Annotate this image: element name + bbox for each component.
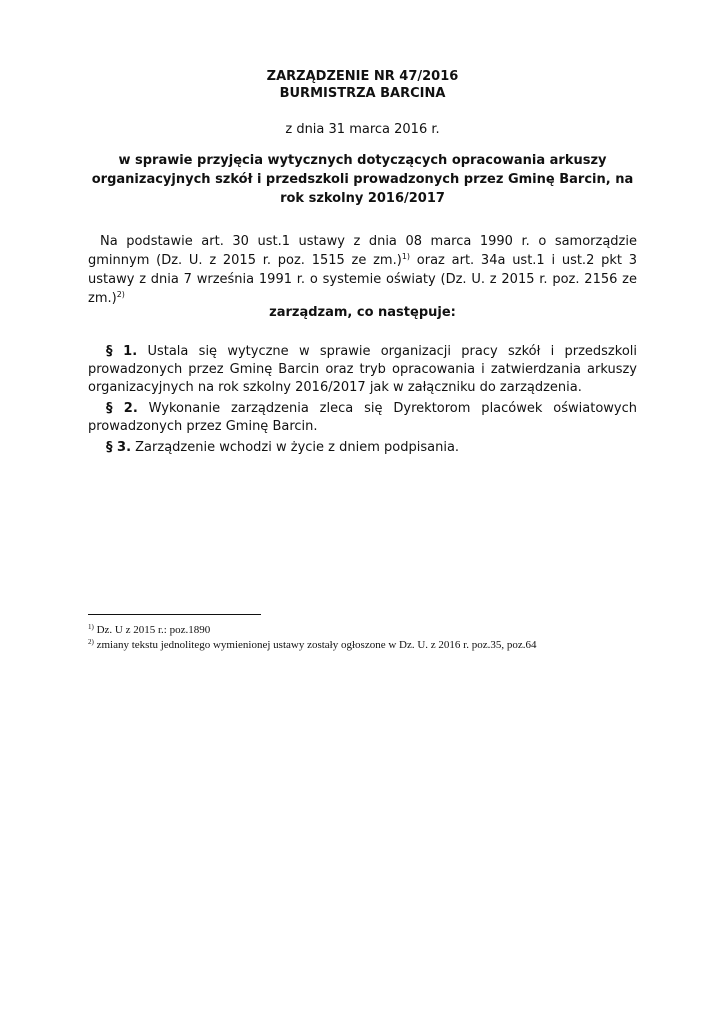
document-title: [0, 68, 725, 102]
footnote-separator: [88, 614, 261, 615]
paragraph-text: Zarządzenie wchodzi w życie z dniem podpisania.: [131, 440, 460, 455]
decree-statement: zarządzam, co następuje:: [269, 305, 456, 320]
footnote-ref-1: 1): [401, 252, 411, 261]
title-line-1: ZARZĄDZENIE NR 47/2016: [266, 69, 459, 84]
paragraph-text: Ustala się wytyczne w sprawie organizacji pracy szkół i przedszkoli prowadzonych przez Gminę Barcin oraz tryb opracowania i zatwierdzania arkuszy organizacyjnych na rok szkolny 2016/2017 jak w załączniku do zarządzenia.: [88, 344, 637, 395]
footnote-text: Dz. U z 2015 r.: poz.1890: [93, 624, 211, 636]
paragraph-1: [88, 343, 637, 397]
paragraph-2: [88, 400, 637, 436]
document-subject: w sprawie przyjęcia wytycznych dotyczących opracowania arkuszy organizacyjnych szkół i przedszkoli prowadzonych przez Gminę Barcin, na rok szkolny 2016/2017: [91, 153, 634, 206]
footnote-mark: 1): [88, 623, 94, 631]
legal-basis-part-2: oraz art. 34a ust.1 i ust.2 pkt 3 ustawy z dnia 7 września 1991 r. o systemie oświaty (Dz. U. z 2015 r. poz. 2156 ze zm.): [88, 253, 637, 306]
footnote-2: [88, 638, 648, 653]
paragraph-text: Wykonanie zarządzenia zleca się Dyrektorom placówek oświatowych prowadzonych przez Gminę Barcin.: [88, 401, 637, 434]
footnote-text: zmiany tekstu jednolitego wymienionej ustawy zostały ogłoszone w Dz. U. z 2016 r. poz.35, poz.64: [93, 639, 537, 651]
footnote-mark: 2): [88, 638, 94, 646]
footnotes: [88, 623, 648, 653]
legal-basis-part-1: Na podstawie art. 30 ust.1 ustawy z dnia 08 marca 1990 r. o samorządzie gminnym (Dz. U. z 2015 r. poz. 1515 ze zm.): [88, 234, 637, 268]
paragraph-number: § 2.: [106, 401, 138, 416]
paragraph-number: § 1.: [106, 344, 138, 359]
document-date: z dnia 31 marca 2016 r.: [285, 122, 440, 137]
paragraph-3: [88, 439, 637, 457]
footnote-ref-2: 2): [116, 290, 125, 299]
title-line-2: BURMISTRZA BARCINA: [279, 86, 446, 101]
legal-basis: [88, 232, 637, 308]
paragraph-number: § 3.: [106, 440, 132, 455]
footnote-1: [88, 623, 648, 638]
